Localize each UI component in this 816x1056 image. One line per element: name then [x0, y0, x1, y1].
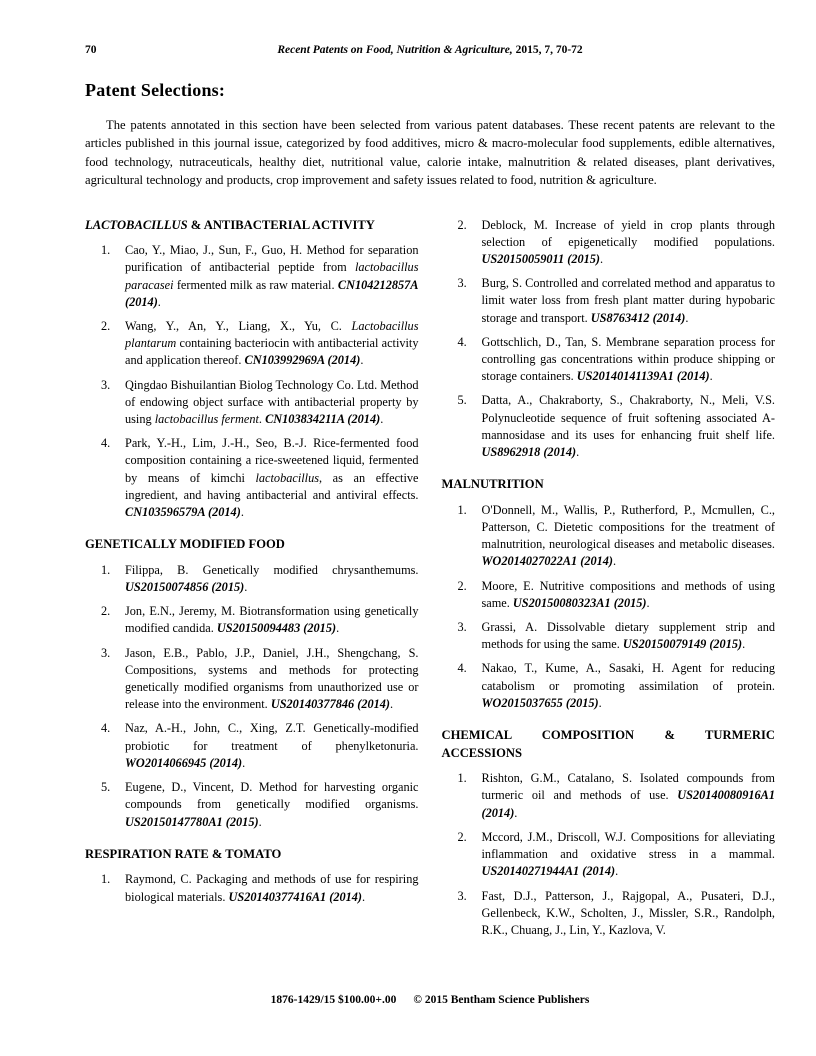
- reference-item: [85, 242, 419, 311]
- reference-item: [85, 562, 419, 596]
- text-segment: GENETICALLY MODIFIED FOOD: [85, 537, 285, 552]
- section-heading: [442, 727, 776, 762]
- reference-item: [442, 578, 776, 612]
- text-segment: Park, Y.-H., Lim, J.-H., Seo, B.-J. Rice-fermented food composition containing a rice-sweetened liquid, fermented by means of kimchi: [125, 436, 419, 485]
- reference-item: [85, 720, 419, 772]
- text-segment: fermented milk as raw material.: [173, 277, 338, 292]
- reference-list: [85, 871, 419, 905]
- page-number: 70: [85, 44, 97, 56]
- reference-item: [85, 377, 419, 429]
- section-heading: [85, 217, 419, 235]
- reference-item: [442, 275, 776, 327]
- reference-list: [442, 502, 776, 712]
- text-segment: Gottschlich, D., Tan, S. Membrane separation process for controlling gas concentrations within produce shipping or storage containers.: [481, 334, 775, 384]
- text-segment: Deblock, M. Increase of yield in crop plants through selection of epigenetically modified populations.: [481, 217, 775, 249]
- reference-item: [442, 660, 776, 712]
- right-column: [442, 217, 776, 946]
- reference-item: [85, 779, 419, 831]
- patent-number: US8763412 (2014): [590, 310, 686, 325]
- text-segment: .: [613, 554, 617, 569]
- patent-number: US20140377846 (2014): [270, 697, 391, 712]
- reference-item: [442, 770, 776, 822]
- text-segment: .: [600, 252, 604, 267]
- text-segment: Raymond, C. Packaging and methods of use for respiring biological materials.: [125, 872, 419, 904]
- text-segment: containing bacteriocin with antibacterial activity and application thereof.: [125, 336, 419, 368]
- intro-paragraph: The patents annotated in this section have been selected from various patent databases. These recent patents are relevant to the articles published in this journal issue, categorized by food additives, micro & macro-molecular food supplements, edible alternatives, food technology, nutraceuticals, healthy diet, nutritional value, calorie intake, malnutrition & related diseases, plant derivatives, agricultural technology and products, crop improvement and safety issues related to food, nutrition & agriculture.: [85, 118, 775, 188]
- patent-number: US20140377416A1 (2014): [228, 889, 363, 904]
- journal-issue-info: 2015, 7, 70-72: [512, 44, 583, 56]
- patent-number: US20150147780A1 (2015): [125, 814, 259, 829]
- text-segment: .: [742, 637, 746, 652]
- page-title: Patent Selections:: [85, 80, 226, 100]
- patent-number: WO2014066945 (2014): [125, 755, 243, 770]
- text-segment: .: [336, 621, 340, 636]
- text-segment: .: [380, 412, 384, 427]
- journal-title: Recent Patents on Food, Nutrition & Agriculture,: [277, 44, 513, 56]
- section-heading: [85, 536, 419, 554]
- reference-item: [442, 619, 776, 653]
- reference-list: [442, 217, 776, 462]
- text-segment: RESPIRATION RATE & TOMATO: [85, 846, 282, 861]
- text-segment: , as an effective ingredient, and having antibacterial and antiviral effects.: [125, 470, 419, 502]
- text-segment: LACTOBACILLUS: [85, 217, 188, 232]
- reference-item: [442, 217, 776, 269]
- reference-item: [442, 502, 776, 571]
- reference-item: [85, 435, 419, 521]
- reference-item: [442, 888, 776, 940]
- text-segment: Qingdao Bishuilantian Biolog Technology Co. Ltd. Method of endowing object surface with antibacterial property by using: [125, 377, 419, 427]
- reference-item: [442, 829, 776, 881]
- journal-reference: [85, 44, 775, 56]
- running-head: [85, 44, 775, 60]
- text-segment: O'Donnell, M., Wallis, P., Rutherford, P., Mcmullen, C., Patterson, C. Dietetic compositions for the treatment of malnutrition, neurological diseases and metabolic diseases.: [481, 502, 775, 552]
- text-segment: .: [240, 505, 244, 520]
- patent-number: US8962918 (2014): [481, 445, 577, 460]
- text-segment: Jason, E.B., Pablo, J.P., Daniel, J.H., Shengchang, S. Compositions, systems and methods for protecting genetically modified organisms from unauthorized use or release into the environment.: [125, 645, 419, 712]
- text-segment: .: [244, 580, 248, 595]
- text-segment: .: [390, 697, 394, 712]
- text-segment: .: [360, 353, 364, 368]
- patent-number: US20150074856 (2015): [125, 580, 245, 595]
- reference-item: [442, 334, 776, 386]
- text-segment: .: [242, 755, 246, 770]
- reference-item: [442, 392, 776, 461]
- left-column: [85, 217, 419, 946]
- reference-list: [442, 770, 776, 939]
- patent-number: US20140080916A1 (2014): [481, 788, 775, 820]
- reference-list: [85, 242, 419, 521]
- patent-number: CN103834211A (2014): [265, 412, 381, 427]
- patent-number: WO2014027022A1 (2014): [481, 554, 614, 569]
- text-segment: .: [157, 294, 161, 309]
- text-segment: lactobacillus ferment: [154, 412, 259, 427]
- patent-number: CN103596579A (2014): [125, 505, 241, 520]
- copyright-notice: © 2015 Bentham Science Publishers: [413, 994, 590, 1006]
- text-segment: & ANTIBACTERIAL ACTIVITY: [187, 217, 375, 232]
- patent-number: US20150079149 (2015): [622, 637, 743, 652]
- text-segment: .: [362, 889, 366, 904]
- patent-number: CN103992969A (2014): [244, 353, 361, 368]
- issn-price: 1876-1429/15 $100.00+.00: [270, 994, 397, 1006]
- patent-number: WO2015037655 (2015): [481, 695, 599, 710]
- page-footer: [85, 994, 775, 1006]
- text-segment: Datta, A., Chakraborty, S., Chakraborty, N., Meli, V.S. Polynucleotide sequence of fruit softening associated A-mannosidase and its uses for enhancing fruit shelf life.: [481, 393, 775, 442]
- patent-number: US20150059011 (2015): [481, 252, 601, 267]
- patent-number: US20140141139A1 (2014): [576, 369, 710, 384]
- reference-item: [85, 318, 419, 370]
- text-segment: .: [646, 595, 650, 610]
- text-segment: .: [615, 864, 619, 879]
- text-segment: Lactobacillus plantarum: [125, 319, 419, 351]
- text-segment: Fast, D.J., Patterson, J., Rajgopal, A., Pusateri, D.J., Gellenbeck, K.W., Scholten, J., Missler, S.R., Randolph, R.K., Chuang, J., Lin, Y., Kazlova, V.: [481, 888, 775, 937]
- text-segment: Burg, S. Controlled and correlated method and apparatus to limit water loss from fresh plant matter during hypobaric storage and transport.: [481, 276, 775, 325]
- patent-number: CN104212857A (2014): [125, 277, 419, 309]
- text-segment: Jon, E.N., Jeremy, M. Biotransformation using genetically modified candida.: [125, 604, 419, 636]
- patent-number: US20150094483 (2015): [216, 621, 337, 636]
- text-segment: lactobacillus: [255, 470, 320, 485]
- text-segment: CHEMICAL COMPOSITION & TURMERIC ACCESSIONS: [441, 728, 775, 760]
- reference-item: [85, 645, 419, 714]
- text-segment: .: [576, 445, 580, 460]
- text-segment: MALNUTRITION: [441, 477, 544, 492]
- text-segment: .: [514, 805, 518, 820]
- text-segment: Mccord, J.M., Driscoll, W.J. Compositions for alleviating inflammation and oxidative stress in a mammal.: [481, 829, 775, 862]
- reference-list: [85, 562, 419, 831]
- text-segment: Naz, A.-H., John, C., Xing, Z.T. Genetically-modified probiotic for treatment of phenylketonuria.: [125, 721, 419, 753]
- text-segment: Nakao, T., Kume, A., Sasaki, H. Agent for reducing catabolism or promoting assimilation of protein.: [481, 661, 775, 693]
- reference-item: [85, 603, 419, 637]
- text-segment: Cao, Y., Miao, J., Sun, F., Guo, H. Method for separation purification of antibacterial peptide from: [125, 243, 419, 275]
- text-segment: Eugene, D., Vincent, D. Method for harvesting organic compounds from genetically modified organisms.: [125, 780, 419, 812]
- text-segment: .: [685, 310, 689, 325]
- text-segment: .: [709, 369, 713, 384]
- text-segment: Wang, Y., An, Y., Liang, X., Yu, C.: [125, 319, 352, 334]
- text-segment: .: [598, 695, 602, 710]
- section-heading: [442, 476, 776, 494]
- reference-item: [85, 871, 419, 905]
- patent-number: US20140271944A1 (2014): [481, 864, 616, 879]
- text-segment: lactobacillus paracasei: [125, 260, 419, 292]
- text-segment: .: [258, 814, 262, 829]
- text-segment: Moore, E. Nutritive compositions and methods of using same.: [481, 578, 775, 610]
- two-column-body: [85, 217, 775, 946]
- text-segment: Rishton, G.M., Catalano, S. Isolated compounds from turmeric oil and methods of use.: [481, 771, 775, 803]
- patent-number: US20150080323A1 (2015): [512, 595, 647, 610]
- text-segment: Grassi, A. Dissolvable dietary supplement strip and methods for using the same.: [481, 620, 775, 652]
- text-segment: Filippa, B. Genetically modified chrysanthemums.: [125, 562, 419, 577]
- section-heading: [85, 846, 419, 864]
- text-segment: .: [258, 412, 266, 427]
